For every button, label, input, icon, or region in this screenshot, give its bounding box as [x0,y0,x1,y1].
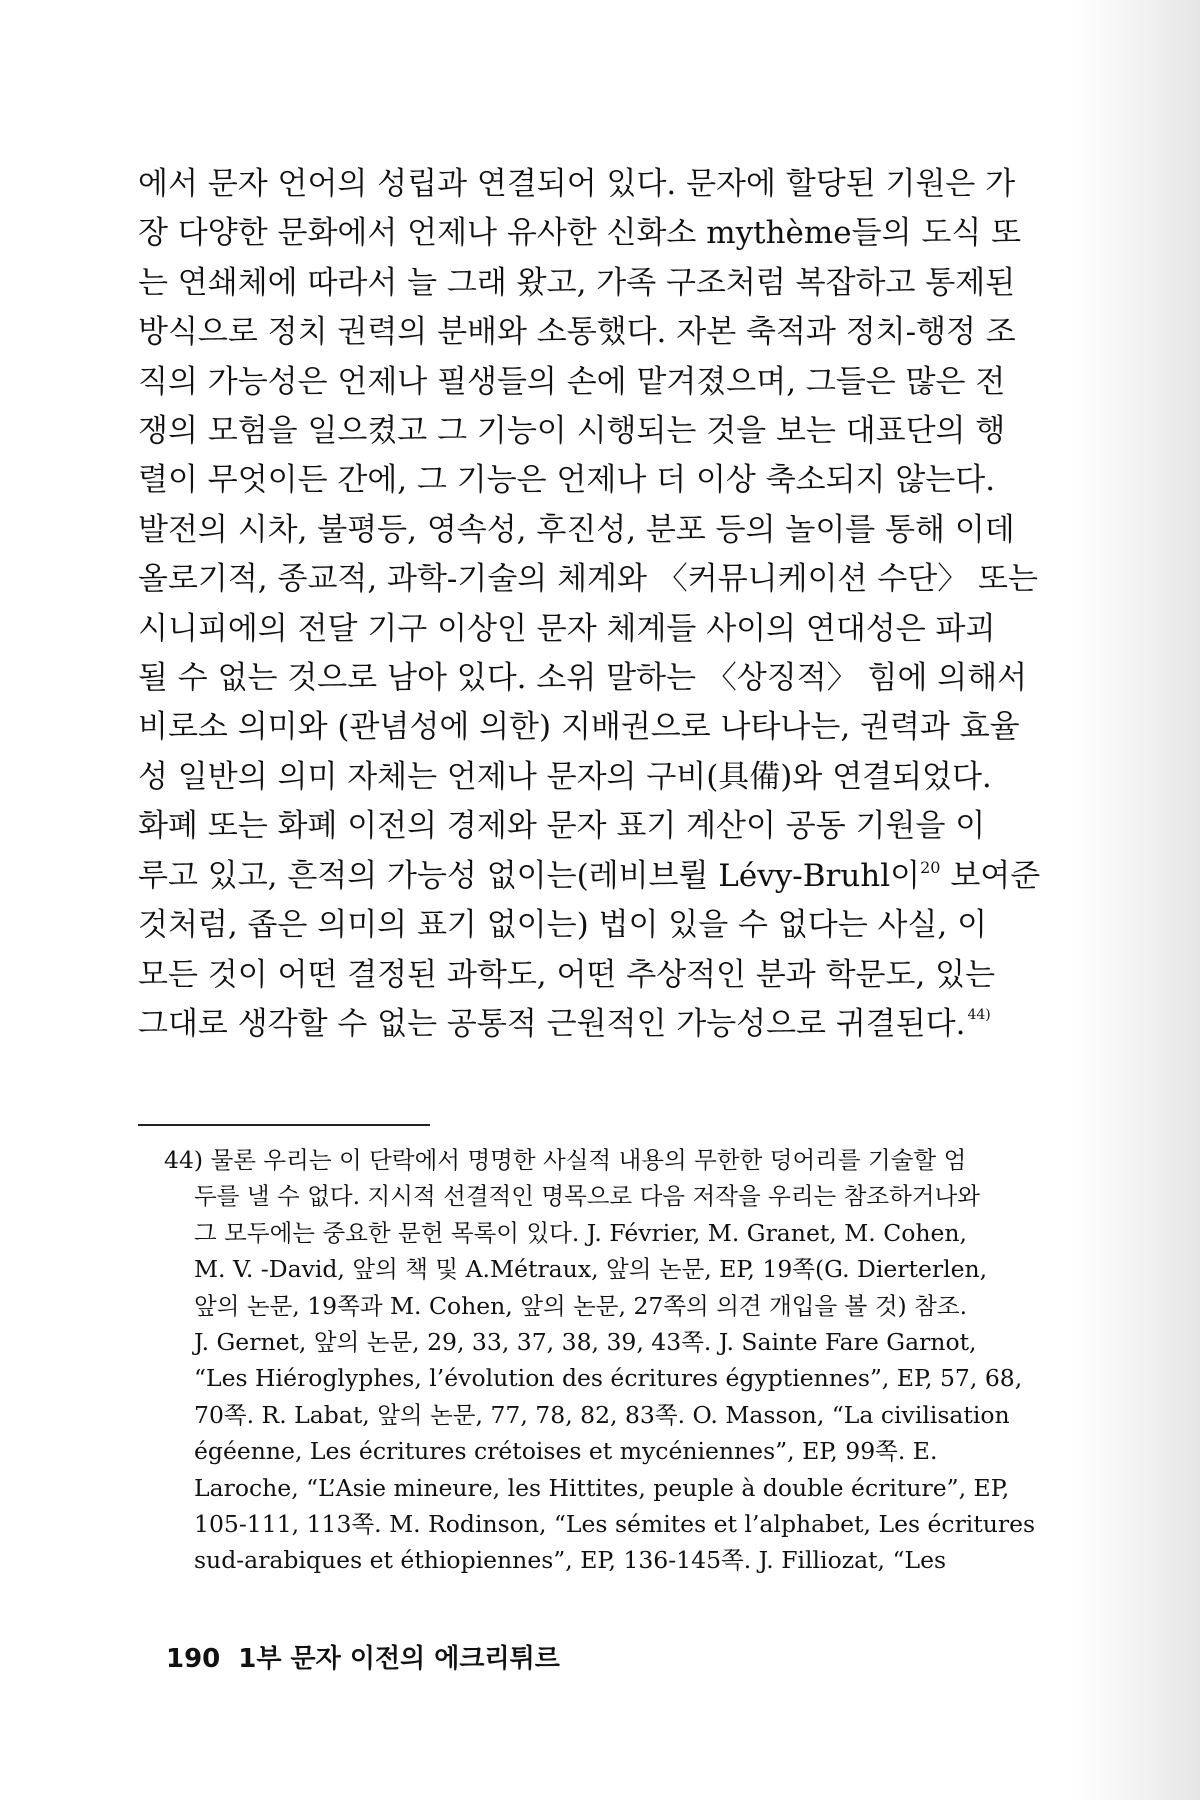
footnote-line: 70쪽. R. Labat, 앞의 논문, 77, 78, 82, 83쪽. O. Masson, “La civilisation [194,1400,1010,1429]
superscript-citation: 20 [920,857,941,877]
text-line: 화폐 또는 화폐 이전의 경제와 문자 표기 계산이 공동 기원을 이 [138,808,986,845]
text-line [138,852,1041,901]
text-line: 시니피에의 전달 기구 이상인 문자 체계들 사이의 연대성은 파괴 [138,610,996,647]
footnote-line: 앞의 논문, 19쪽과 M. Cohen, 앞의 논문, 27쪽의 의견 개입을 볼 것) 참조. [194,1291,968,1320]
page-footer [166,1643,560,1675]
text-line: 발전의 시차, 불평등, 영속성, 후진성, 분포 등의 놀이를 통해 이데 [138,511,1015,548]
text-line: 직의 가능성은 언제나 필생들의 손에 맡겨졌으며, 그들은 많은 전 [138,363,1006,400]
footnote-line: J. Gernet, 앞의 논문, 29, 33, 37, 38, 39, 43쪽. J. Sainte Fare Garnot, [194,1328,977,1357]
text-line: 쟁의 모험을 일으켰고 그 기능이 시행되는 것을 보는 대표단의 행 [138,413,1006,450]
text-line: 성 일반의 의미 자체는 언제나 문자의 구비(具備)와 연결되었다. [138,758,992,795]
footnote-line: “Les Hiéroglyphes, l’évolution des écritures égyptiennes”, EP, 57, 68, [194,1364,1023,1393]
main-paragraph [138,160,1041,1049]
footnote-number: 44) [164,1146,204,1174]
footnote-line [164,1142,1020,1178]
text-line-part: 보여준 [940,857,1041,894]
text-line: 될 수 없는 것으로 남아 있다. 소위 말하는 〈상징적〉 힘에 의해서 [138,660,1028,697]
text-line: 는 연쇄체에 따라서 늘 그래 왔고, 가족 구조처럼 복잡하고 통제된 [138,264,1016,301]
text-line-part: 그대로 생각할 수 없는 공통적 근원적인 가능성으로 귀결된다. [138,1005,966,1042]
text-line: 비로소 의미와 (관념성에 의한) 지배권으로 나타나는, 권력과 효율 [138,709,1020,746]
footnote-line: 그 모두에는 중요한 문헌 목록이 있다. J. Février, M. Granet, M. Cohen, [194,1218,968,1247]
footnote-line: M. V. -David, 앞의 책 및 A.Métraux, 앞의 논문, EP, 19쪽(G. Dierterlen, [194,1255,988,1284]
footnote-line: Laroche, “L’Asie mineure, les Hittites, peuple à double écriture”, EP, [194,1473,1010,1502]
text-line: 장 다양한 문화에서 언제나 유사한 신화소 mythème들의 도식 또 [138,215,1022,252]
footnote-44 [164,1142,1036,1579]
page-number: 190 [166,1644,221,1674]
text-line: 에서 문자 언어의 성립과 연결되어 있다. 문자에 할당된 기원은 가 [138,166,1016,202]
footnote-line: sud-arabiques et éthiopiennes”, EP, 136-145쪽. J. Filliozat, “Les [194,1546,947,1575]
text-line [138,1000,1020,1049]
footnote-separator [138,1124,430,1126]
text-line: 올로기적, 종교적, 과학-기술의 체계와 〈커뮤니케이션 수단〉 또는 [138,561,1038,598]
footnote-line: égéenne, Les écritures crétoises et mycéniennes”, EP, 99쪽. E. [194,1437,938,1466]
text-line: 방식으로 정치 권력의 분배와 소통했다. 자본 축적과 정치-행정 조 [138,314,1016,351]
text-line-part: 루고 있고, 흔적의 가능성 없이는(레비브륄 Lévy-Bruhl이 [138,857,921,894]
text-line: 렬이 무엇이든 간에, 그 기능은 언제나 더 이상 축소되지 않는다. [138,462,996,499]
footnote-line: 105-111, 113쪽. M. Rodinson, “Les sémites et l’alphabet, Les écritures [194,1510,1036,1539]
footnote-reference: 44) [967,1006,991,1023]
text-line: 것처럼, 좁은 의미의 표기 없이는) 법이 있을 수 없다는 사실, 이 [138,907,988,944]
page-gutter-shadow [1070,0,1200,1800]
footnote-line: 두를 낼 수 없다. 지시적 선결적인 명목으로 다음 저작을 우리는 참조하거나와 [194,1182,980,1211]
text-line: 모든 것이 어떤 결정된 과학도, 어떤 추상적인 분과 학문도, 있는 [138,956,996,993]
running-title: 1부 문자 이전의 에크리튀르 [238,1644,560,1674]
footnote-text: 물론 우리는 이 단락에서 명명한 사실적 내용의 무한한 덩어리를 기술할 엄 [210,1146,967,1174]
